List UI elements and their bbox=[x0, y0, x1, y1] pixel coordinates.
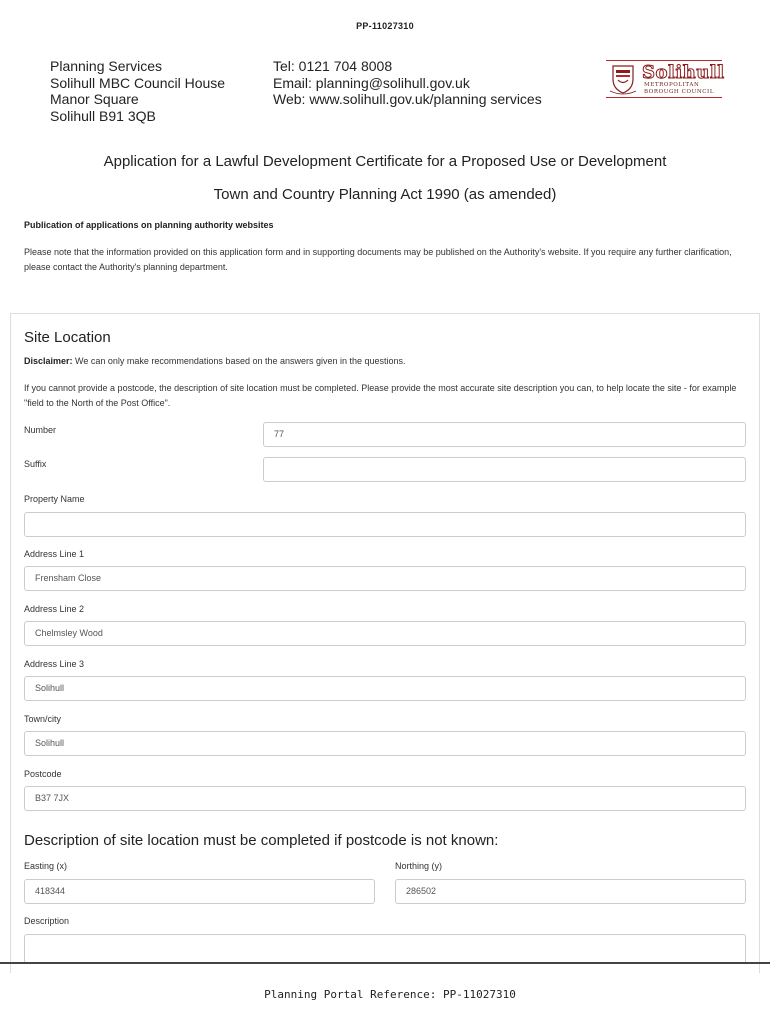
property-name-label: Property Name bbox=[24, 494, 85, 504]
publication-text: Please note that the information provided on this application form and in supporting documents may be published on the Authority's website. If you require any further clarification, please contact the Authority's planning department. bbox=[24, 247, 732, 272]
number-label: Number bbox=[24, 425, 57, 435]
form-title: Application for a Lawful Development Certificate for a Proposed Use or Development bbox=[103, 153, 667, 170]
suffix-field[interactable] bbox=[263, 457, 746, 482]
logo-wordmark: Solihull bbox=[642, 62, 725, 83]
postcode-note: If you cannot provide a postcode, the description of site location must be completed. Please provide the most accurate site description you can, to help locate the site - for example "field to the North of the Post Office". bbox=[24, 383, 737, 408]
address-line-1-field[interactable]: Frensham Close bbox=[24, 566, 746, 591]
address-line-2-label: Address Line 2 bbox=[24, 604, 85, 614]
address-line: Solihull B91 3QB bbox=[50, 107, 156, 124]
disclaimer-label: Disclaimer: bbox=[24, 356, 73, 366]
postcode-field[interactable]: B37 7JX bbox=[24, 786, 746, 811]
solihull-logo bbox=[606, 60, 725, 98]
address-line-3-label: Address Line 3 bbox=[24, 659, 85, 669]
property-name-field[interactable] bbox=[24, 512, 746, 537]
footer-reference: Planning Portal Reference: PP-11027310 bbox=[264, 988, 516, 1001]
northing-field[interactable]: 286502 bbox=[395, 879, 746, 904]
address-line-1-label: Address Line 1 bbox=[24, 549, 85, 559]
disclaimer bbox=[24, 356, 406, 366]
council-crest-icon bbox=[608, 63, 638, 95]
postcode-label: Postcode bbox=[24, 769, 62, 779]
address-line: Planning Services bbox=[50, 58, 163, 74]
number-field[interactable]: 77 bbox=[263, 422, 746, 447]
site-description-heading: Description of site location must be completed if postcode is not known: bbox=[24, 832, 499, 849]
contact-tel: Tel: 0121 704 8008 bbox=[273, 58, 393, 74]
northing-label: Northing (y) bbox=[395, 861, 443, 871]
town-city-field[interactable]: Solihull bbox=[24, 731, 746, 756]
logo-subtitle: METROPOLITAN BOROUGH COUNCIL bbox=[644, 82, 715, 95]
council-address bbox=[50, 58, 225, 124]
contact-email: Email: planning@solihull.gov.uk bbox=[273, 74, 470, 91]
suffix-label: Suffix bbox=[24, 459, 47, 469]
address-line-2-field[interactable]: Chelmsley Wood bbox=[24, 621, 746, 646]
description-field[interactable] bbox=[24, 934, 746, 962]
description-label: Description bbox=[24, 916, 70, 926]
address-line-3-field[interactable]: Solihull bbox=[24, 676, 746, 701]
contact-web: Web: www.solihull.gov.uk/planning services bbox=[273, 91, 542, 107]
footer-divider bbox=[0, 962, 770, 964]
easting-label: Easting (x) bbox=[24, 861, 68, 871]
disclaimer-text: We can only make recommendations based on the answers given in the questions. bbox=[72, 356, 406, 366]
publication-heading: Publication of applications on planning authority websites bbox=[24, 220, 274, 230]
council-contact bbox=[273, 58, 542, 108]
site-location-title: Site Location bbox=[24, 329, 111, 346]
act-title: Town and Country Planning Act 1990 (as amended) bbox=[213, 186, 557, 203]
address-line: Manor Square bbox=[50, 91, 139, 107]
document-reference: PP-11027310 bbox=[356, 21, 414, 31]
easting-field[interactable]: 418344 bbox=[24, 879, 375, 904]
address-line: Solihull MBC Council House bbox=[50, 74, 226, 91]
town-city-label: Town/city bbox=[24, 714, 62, 724]
